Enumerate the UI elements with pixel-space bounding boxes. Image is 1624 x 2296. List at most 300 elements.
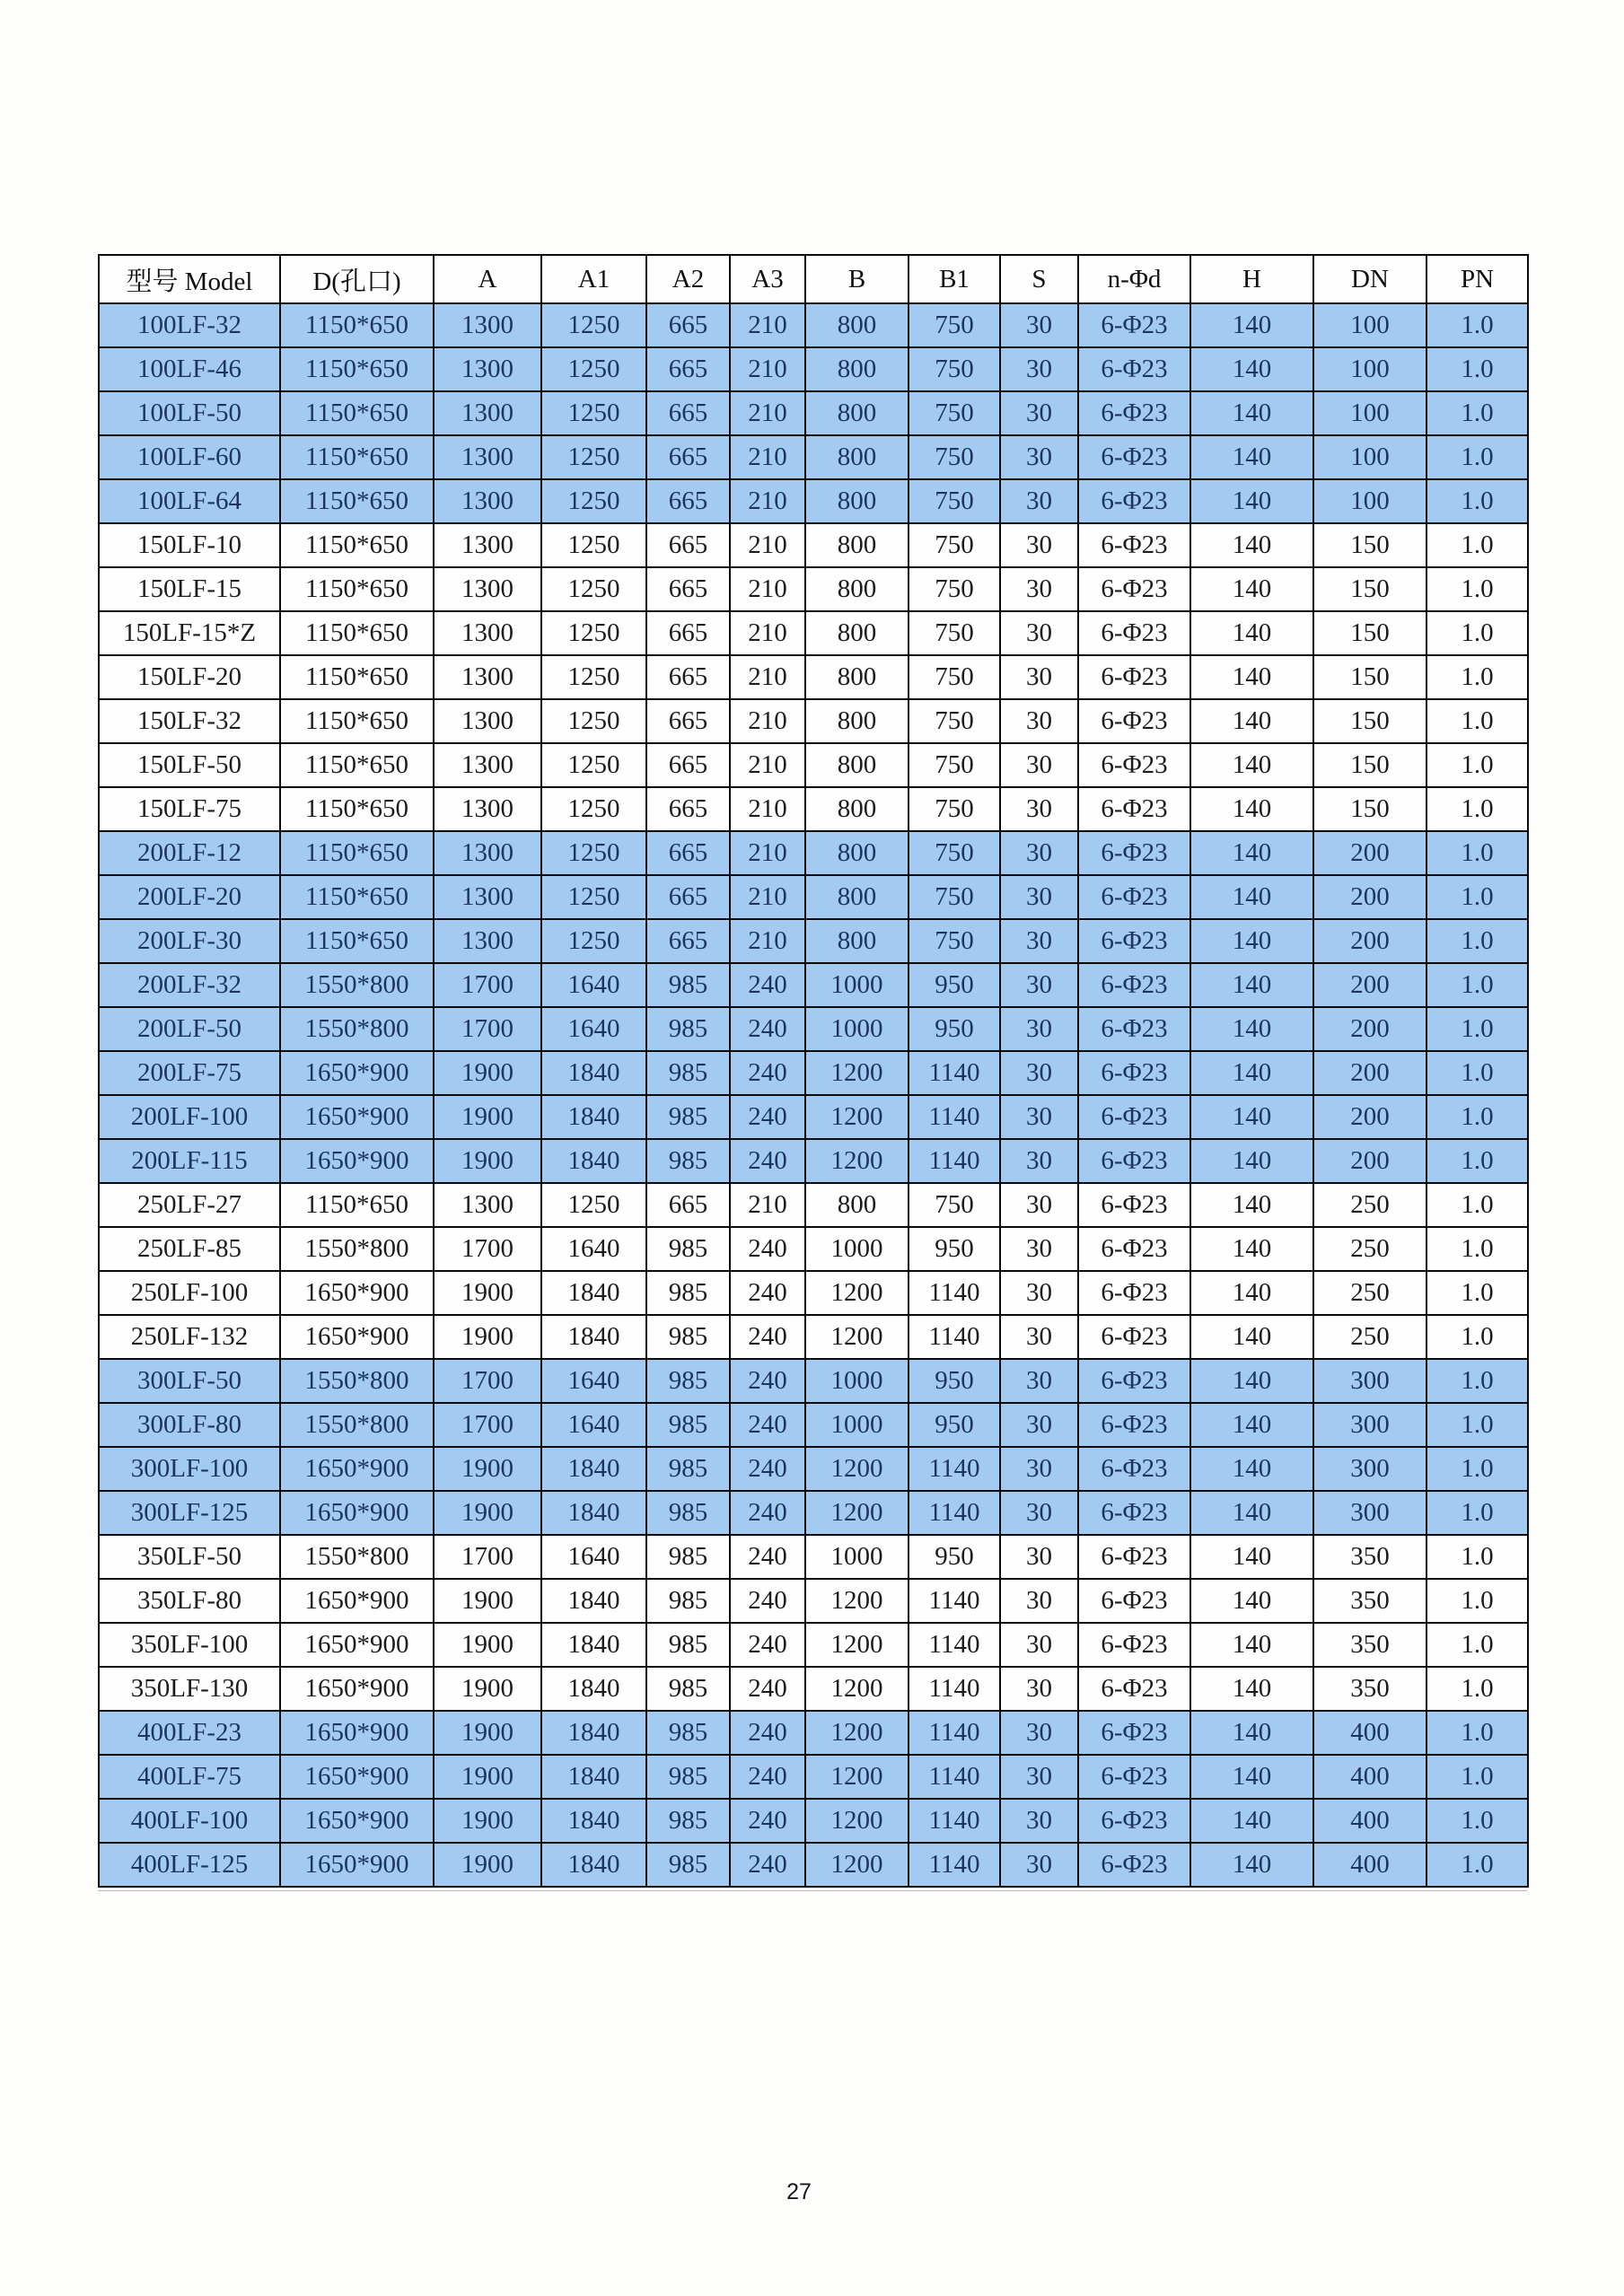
value-cell: 1900 xyxy=(434,1755,541,1799)
value-cell: 140 xyxy=(1190,1183,1313,1227)
value-cell: 1650*900 xyxy=(280,1315,434,1359)
value-cell: 1300 xyxy=(434,1183,541,1227)
value-cell: 665 xyxy=(646,743,730,787)
value-cell: 400 xyxy=(1313,1755,1426,1799)
value-cell: 140 xyxy=(1190,787,1313,831)
value-cell: 240 xyxy=(730,1403,805,1447)
value-cell: 1650*900 xyxy=(280,1799,434,1843)
model-cell: 400LF-75 xyxy=(99,1755,280,1799)
value-cell: 1840 xyxy=(541,1315,646,1359)
value-cell: 240 xyxy=(730,1447,805,1491)
value-cell: 140 xyxy=(1190,479,1313,523)
value-cell: 985 xyxy=(646,1799,730,1843)
column-header: n-Φd xyxy=(1078,255,1190,303)
table-row xyxy=(99,655,1528,699)
value-cell: 1150*650 xyxy=(280,919,434,963)
table-row xyxy=(99,1403,1528,1447)
value-cell: 1840 xyxy=(541,1623,646,1667)
value-cell: 6-Φ23 xyxy=(1078,1359,1190,1403)
value-cell: 250 xyxy=(1313,1271,1426,1315)
value-cell: 30 xyxy=(1000,1007,1078,1051)
value-cell: 1200 xyxy=(805,1051,909,1095)
value-cell: 665 xyxy=(646,391,730,435)
model-cell: 300LF-50 xyxy=(99,1359,280,1403)
value-cell: 1650*900 xyxy=(280,1271,434,1315)
value-cell: 750 xyxy=(909,1183,1000,1227)
model-cell: 150LF-10 xyxy=(99,523,280,567)
value-cell: 1650*900 xyxy=(280,1051,434,1095)
value-cell: 1300 xyxy=(434,523,541,567)
table-row xyxy=(99,1183,1528,1227)
value-cell: 300 xyxy=(1313,1491,1426,1535)
value-cell: 950 xyxy=(909,1535,1000,1579)
value-cell: 6-Φ23 xyxy=(1078,1315,1190,1359)
column-header: B1 xyxy=(909,255,1000,303)
value-cell: 800 xyxy=(805,523,909,567)
value-cell: 140 xyxy=(1190,567,1313,611)
value-cell: 140 xyxy=(1190,523,1313,567)
value-cell: 1700 xyxy=(434,1007,541,1051)
value-cell: 800 xyxy=(805,347,909,391)
value-cell: 210 xyxy=(730,831,805,875)
value-cell: 1640 xyxy=(541,1403,646,1447)
value-cell: 140 xyxy=(1190,1139,1313,1183)
value-cell: 665 xyxy=(646,347,730,391)
value-cell: 1.0 xyxy=(1426,1403,1528,1447)
value-cell: 30 xyxy=(1000,479,1078,523)
value-cell: 1650*900 xyxy=(280,1711,434,1755)
value-cell: 350 xyxy=(1313,1623,1426,1667)
value-cell: 1.0 xyxy=(1426,1359,1528,1403)
value-cell: 1.0 xyxy=(1426,919,1528,963)
table-row xyxy=(99,1447,1528,1491)
table-row xyxy=(99,391,1528,435)
value-cell: 30 xyxy=(1000,1711,1078,1755)
value-cell: 985 xyxy=(646,1227,730,1271)
value-cell: 6-Φ23 xyxy=(1078,1579,1190,1623)
value-cell: 1140 xyxy=(909,1755,1000,1799)
model-cell: 200LF-32 xyxy=(99,963,280,1007)
column-header: A1 xyxy=(541,255,646,303)
value-cell: 985 xyxy=(646,1579,730,1623)
value-cell: 200 xyxy=(1313,1007,1426,1051)
value-cell: 1840 xyxy=(541,1447,646,1491)
value-cell: 1.0 xyxy=(1426,1755,1528,1799)
value-cell: 1900 xyxy=(434,1667,541,1711)
value-cell: 1.0 xyxy=(1426,523,1528,567)
model-spec-table xyxy=(98,254,1529,1888)
value-cell: 1140 xyxy=(909,1799,1000,1843)
value-cell: 210 xyxy=(730,655,805,699)
value-cell: 1550*800 xyxy=(280,1535,434,1579)
value-cell: 210 xyxy=(730,787,805,831)
value-cell: 30 xyxy=(1000,831,1078,875)
value-cell: 800 xyxy=(805,919,909,963)
value-cell: 1840 xyxy=(541,1095,646,1139)
value-cell: 950 xyxy=(909,1007,1000,1051)
table-body xyxy=(99,303,1528,1887)
value-cell: 1300 xyxy=(434,479,541,523)
value-cell: 985 xyxy=(646,1535,730,1579)
column-header: 型号 Model xyxy=(99,255,280,303)
value-cell: 1250 xyxy=(541,567,646,611)
value-cell: 30 xyxy=(1000,1623,1078,1667)
table-row xyxy=(99,611,1528,655)
value-cell: 1.0 xyxy=(1426,1843,1528,1887)
value-cell: 1200 xyxy=(805,1843,909,1887)
value-cell: 30 xyxy=(1000,963,1078,1007)
value-cell: 100 xyxy=(1313,303,1426,347)
model-cell: 150LF-32 xyxy=(99,699,280,743)
value-cell: 1250 xyxy=(541,1183,646,1227)
value-cell: 140 xyxy=(1190,1579,1313,1623)
value-cell: 6-Φ23 xyxy=(1078,303,1190,347)
value-cell: 30 xyxy=(1000,1403,1078,1447)
value-cell: 1550*800 xyxy=(280,1007,434,1051)
value-cell: 30 xyxy=(1000,1579,1078,1623)
value-cell: 6-Φ23 xyxy=(1078,1183,1190,1227)
value-cell: 30 xyxy=(1000,1359,1078,1403)
value-cell: 1250 xyxy=(541,391,646,435)
value-cell: 750 xyxy=(909,787,1000,831)
value-cell: 210 xyxy=(730,743,805,787)
value-cell: 1700 xyxy=(434,1403,541,1447)
value-cell: 800 xyxy=(805,391,909,435)
table-row xyxy=(99,479,1528,523)
value-cell: 1140 xyxy=(909,1843,1000,1887)
value-cell: 30 xyxy=(1000,303,1078,347)
table-row xyxy=(99,1007,1528,1051)
value-cell: 210 xyxy=(730,1183,805,1227)
value-cell: 6-Φ23 xyxy=(1078,919,1190,963)
model-cell: 350LF-100 xyxy=(99,1623,280,1667)
model-cell: 400LF-23 xyxy=(99,1711,280,1755)
value-cell: 30 xyxy=(1000,1535,1078,1579)
value-cell: 1250 xyxy=(541,435,646,479)
value-cell: 30 xyxy=(1000,1139,1078,1183)
model-cell: 350LF-50 xyxy=(99,1535,280,1579)
value-cell: 140 xyxy=(1190,1667,1313,1711)
value-cell: 950 xyxy=(909,1403,1000,1447)
value-cell: 750 xyxy=(909,611,1000,655)
table-row xyxy=(99,1535,1528,1579)
value-cell: 30 xyxy=(1000,743,1078,787)
table-row xyxy=(99,963,1528,1007)
value-cell: 1200 xyxy=(805,1667,909,1711)
value-cell: 1900 xyxy=(434,1799,541,1843)
table-row xyxy=(99,435,1528,479)
value-cell: 400 xyxy=(1313,1711,1426,1755)
value-cell: 200 xyxy=(1313,1139,1426,1183)
value-cell: 1640 xyxy=(541,1359,646,1403)
value-cell: 1650*900 xyxy=(280,1491,434,1535)
value-cell: 6-Φ23 xyxy=(1078,1623,1190,1667)
value-cell: 1200 xyxy=(805,1579,909,1623)
value-cell: 665 xyxy=(646,787,730,831)
value-cell: 1.0 xyxy=(1426,1579,1528,1623)
value-cell: 30 xyxy=(1000,1051,1078,1095)
value-cell: 210 xyxy=(730,523,805,567)
value-cell: 1200 xyxy=(805,1447,909,1491)
model-cell: 100LF-60 xyxy=(99,435,280,479)
value-cell: 665 xyxy=(646,1183,730,1227)
value-cell: 985 xyxy=(646,1755,730,1799)
value-cell: 1300 xyxy=(434,655,541,699)
value-cell: 1140 xyxy=(909,1491,1000,1535)
table-row xyxy=(99,919,1528,963)
value-cell: 30 xyxy=(1000,1491,1078,1535)
value-cell: 150 xyxy=(1313,567,1426,611)
value-cell: 1900 xyxy=(434,1051,541,1095)
value-cell: 800 xyxy=(805,875,909,919)
value-cell: 240 xyxy=(730,1491,805,1535)
value-cell: 1.0 xyxy=(1426,435,1528,479)
value-cell: 240 xyxy=(730,1139,805,1183)
value-cell: 200 xyxy=(1313,919,1426,963)
value-cell: 250 xyxy=(1313,1183,1426,1227)
value-cell: 240 xyxy=(730,1711,805,1755)
value-cell: 1250 xyxy=(541,523,646,567)
model-cell: 100LF-50 xyxy=(99,391,280,435)
value-cell: 6-Φ23 xyxy=(1078,567,1190,611)
table-row xyxy=(99,1359,1528,1403)
value-cell: 240 xyxy=(730,963,805,1007)
model-cell: 400LF-100 xyxy=(99,1799,280,1843)
table-row xyxy=(99,743,1528,787)
value-cell: 1250 xyxy=(541,699,646,743)
value-cell: 300 xyxy=(1313,1359,1426,1403)
value-cell: 1300 xyxy=(434,875,541,919)
value-cell: 6-Φ23 xyxy=(1078,1667,1190,1711)
table-row xyxy=(99,1843,1528,1887)
value-cell: 1300 xyxy=(434,787,541,831)
value-cell: 6-Φ23 xyxy=(1078,1535,1190,1579)
value-cell: 1300 xyxy=(434,831,541,875)
value-cell: 800 xyxy=(805,1183,909,1227)
value-cell: 750 xyxy=(909,303,1000,347)
column-header: A2 xyxy=(646,255,730,303)
value-cell: 1.0 xyxy=(1426,1007,1528,1051)
value-cell: 400 xyxy=(1313,1799,1426,1843)
value-cell: 1250 xyxy=(541,743,646,787)
value-cell: 1140 xyxy=(909,1667,1000,1711)
value-cell: 300 xyxy=(1313,1447,1426,1491)
value-cell: 1200 xyxy=(805,1315,909,1359)
model-cell: 250LF-100 xyxy=(99,1271,280,1315)
value-cell: 140 xyxy=(1190,919,1313,963)
value-cell: 6-Φ23 xyxy=(1078,1755,1190,1799)
value-cell: 1140 xyxy=(909,1139,1000,1183)
value-cell: 1140 xyxy=(909,1623,1000,1667)
value-cell: 140 xyxy=(1190,1315,1313,1359)
value-cell: 1840 xyxy=(541,1491,646,1535)
column-header: A xyxy=(434,255,541,303)
value-cell: 1250 xyxy=(541,919,646,963)
value-cell: 1650*900 xyxy=(280,1755,434,1799)
value-cell: 1150*650 xyxy=(280,523,434,567)
value-cell: 1.0 xyxy=(1426,1447,1528,1491)
value-cell: 1000 xyxy=(805,1403,909,1447)
value-cell: 1250 xyxy=(541,875,646,919)
value-cell: 350 xyxy=(1313,1579,1426,1623)
value-cell: 30 xyxy=(1000,523,1078,567)
value-cell: 1640 xyxy=(541,1227,646,1271)
value-cell: 1.0 xyxy=(1426,1051,1528,1095)
column-header: H xyxy=(1190,255,1313,303)
table-row xyxy=(99,1667,1528,1711)
value-cell: 1.0 xyxy=(1426,743,1528,787)
value-cell: 350 xyxy=(1313,1535,1426,1579)
value-cell: 210 xyxy=(730,699,805,743)
value-cell: 1000 xyxy=(805,1359,909,1403)
value-cell: 1.0 xyxy=(1426,1139,1528,1183)
value-cell: 240 xyxy=(730,1623,805,1667)
model-cell: 200LF-20 xyxy=(99,875,280,919)
value-cell: 1200 xyxy=(805,1271,909,1315)
value-cell: 6-Φ23 xyxy=(1078,1491,1190,1535)
value-cell: 6-Φ23 xyxy=(1078,875,1190,919)
value-cell: 30 xyxy=(1000,787,1078,831)
value-cell: 1.0 xyxy=(1426,831,1528,875)
value-cell: 6-Φ23 xyxy=(1078,743,1190,787)
value-cell: 1300 xyxy=(434,435,541,479)
table-row xyxy=(99,1271,1528,1315)
value-cell: 30 xyxy=(1000,391,1078,435)
value-cell: 1.0 xyxy=(1426,347,1528,391)
column-header: DN xyxy=(1313,255,1426,303)
table-row xyxy=(99,1315,1528,1359)
value-cell: 1140 xyxy=(909,1711,1000,1755)
value-cell: 140 xyxy=(1190,347,1313,391)
model-cell: 350LF-80 xyxy=(99,1579,280,1623)
value-cell: 1650*900 xyxy=(280,1843,434,1887)
table-row xyxy=(99,303,1528,347)
value-cell: 1900 xyxy=(434,1623,541,1667)
value-cell: 800 xyxy=(805,831,909,875)
value-cell: 1.0 xyxy=(1426,1183,1528,1227)
value-cell: 1200 xyxy=(805,1095,909,1139)
model-cell: 300LF-80 xyxy=(99,1403,280,1447)
value-cell: 30 xyxy=(1000,435,1078,479)
value-cell: 985 xyxy=(646,1271,730,1315)
value-cell: 6-Φ23 xyxy=(1078,1403,1190,1447)
value-cell: 240 xyxy=(730,1535,805,1579)
value-cell: 1250 xyxy=(541,655,646,699)
value-cell: 1150*650 xyxy=(280,1183,434,1227)
value-cell: 665 xyxy=(646,919,730,963)
value-cell: 6-Φ23 xyxy=(1078,1051,1190,1095)
value-cell: 665 xyxy=(646,831,730,875)
value-cell: 1200 xyxy=(805,1623,909,1667)
value-cell: 1650*900 xyxy=(280,1667,434,1711)
value-cell: 1.0 xyxy=(1426,787,1528,831)
value-cell: 30 xyxy=(1000,875,1078,919)
value-cell: 665 xyxy=(646,875,730,919)
value-cell: 140 xyxy=(1190,1271,1313,1315)
value-cell: 1.0 xyxy=(1426,1095,1528,1139)
value-cell: 800 xyxy=(805,303,909,347)
value-cell: 150 xyxy=(1313,655,1426,699)
value-cell: 750 xyxy=(909,699,1000,743)
value-cell: 140 xyxy=(1190,1403,1313,1447)
value-cell: 100 xyxy=(1313,479,1426,523)
value-cell: 300 xyxy=(1313,1403,1426,1447)
value-cell: 1150*650 xyxy=(280,479,434,523)
value-cell: 1900 xyxy=(434,1843,541,1887)
value-cell: 985 xyxy=(646,1623,730,1667)
value-cell: 1150*650 xyxy=(280,787,434,831)
value-cell: 1300 xyxy=(434,303,541,347)
table-row xyxy=(99,875,1528,919)
value-cell: 140 xyxy=(1190,1843,1313,1887)
model-cell: 150LF-20 xyxy=(99,655,280,699)
value-cell: 6-Φ23 xyxy=(1078,391,1190,435)
value-cell: 1.0 xyxy=(1426,1535,1528,1579)
value-cell: 6-Φ23 xyxy=(1078,1271,1190,1315)
model-cell: 200LF-115 xyxy=(99,1139,280,1183)
value-cell: 250 xyxy=(1313,1315,1426,1359)
column-header: PN xyxy=(1426,255,1528,303)
value-cell: 6-Φ23 xyxy=(1078,435,1190,479)
value-cell: 1640 xyxy=(541,963,646,1007)
value-cell: 210 xyxy=(730,391,805,435)
value-cell: 1.0 xyxy=(1426,1315,1528,1359)
model-cell: 300LF-100 xyxy=(99,1447,280,1491)
value-cell: 100 xyxy=(1313,347,1426,391)
value-cell: 800 xyxy=(805,743,909,787)
value-cell: 140 xyxy=(1190,391,1313,435)
value-cell: 1140 xyxy=(909,1579,1000,1623)
value-cell: 1550*800 xyxy=(280,1359,434,1403)
value-cell: 1900 xyxy=(434,1139,541,1183)
value-cell: 1550*800 xyxy=(280,963,434,1007)
value-cell: 140 xyxy=(1190,875,1313,919)
value-cell: 1250 xyxy=(541,831,646,875)
value-cell: 1550*800 xyxy=(280,1227,434,1271)
value-cell: 1000 xyxy=(805,1535,909,1579)
value-cell: 1700 xyxy=(434,963,541,1007)
value-cell: 30 xyxy=(1000,1447,1078,1491)
value-cell: 1150*650 xyxy=(280,655,434,699)
value-cell: 150 xyxy=(1313,787,1426,831)
value-cell: 1900 xyxy=(434,1271,541,1315)
value-cell: 985 xyxy=(646,1711,730,1755)
value-cell: 665 xyxy=(646,303,730,347)
model-cell: 250LF-132 xyxy=(99,1315,280,1359)
value-cell: 985 xyxy=(646,1843,730,1887)
value-cell: 1150*650 xyxy=(280,611,434,655)
model-cell: 100LF-32 xyxy=(99,303,280,347)
model-cell: 200LF-75 xyxy=(99,1051,280,1095)
model-cell: 150LF-15*Z xyxy=(99,611,280,655)
value-cell: 985 xyxy=(646,1403,730,1447)
column-header: S xyxy=(1000,255,1078,303)
value-cell: 1150*650 xyxy=(280,391,434,435)
value-cell: 1900 xyxy=(434,1711,541,1755)
value-cell: 6-Φ23 xyxy=(1078,831,1190,875)
value-cell: 985 xyxy=(646,1139,730,1183)
value-cell: 1200 xyxy=(805,1755,909,1799)
value-cell: 200 xyxy=(1313,831,1426,875)
value-cell: 1.0 xyxy=(1426,1799,1528,1843)
value-cell: 1840 xyxy=(541,1843,646,1887)
value-cell: 240 xyxy=(730,1579,805,1623)
table-row xyxy=(99,787,1528,831)
value-cell: 30 xyxy=(1000,1755,1078,1799)
value-cell: 985 xyxy=(646,1051,730,1095)
value-cell: 30 xyxy=(1000,1271,1078,1315)
value-cell: 240 xyxy=(730,1359,805,1403)
